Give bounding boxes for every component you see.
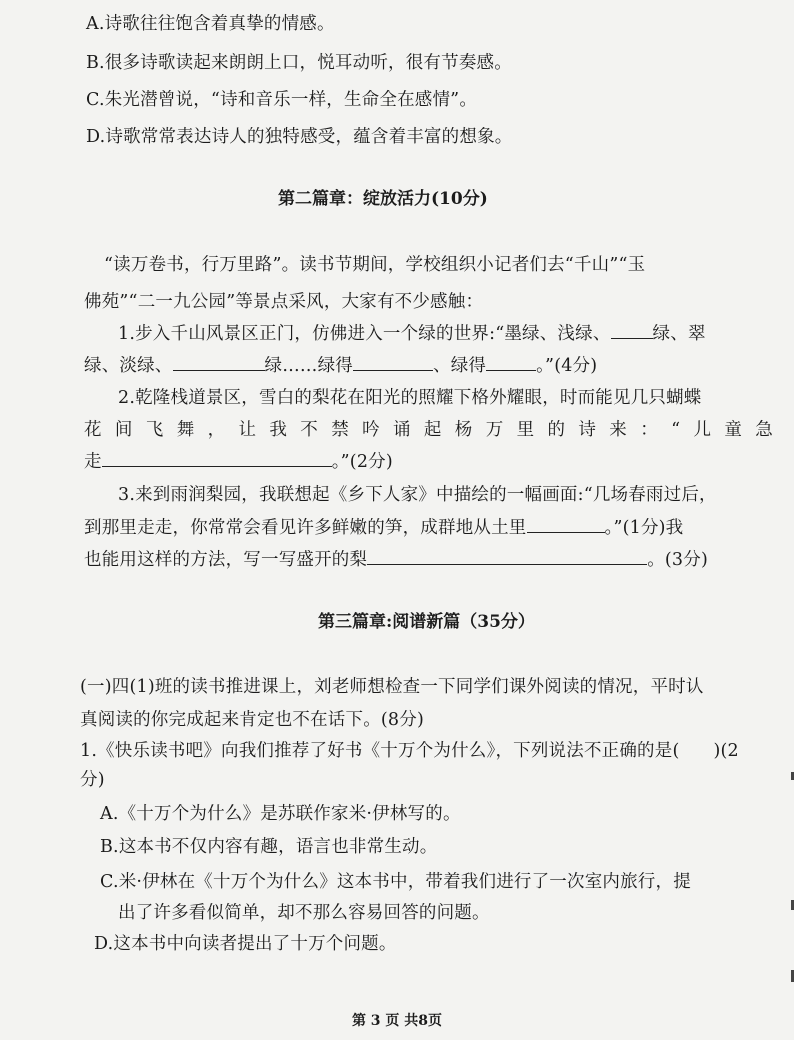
- q3-line2: [84, 514, 683, 539]
- chapter2-intro-line2: 佛苑”“二一九公园”等景点采风，大家有不少感触：: [84, 292, 484, 312]
- q3-line2-text-a: 到那里走走，你常常会看见许多鲜嫩的笋，成群地从土里: [84, 518, 527, 538]
- q1-line1-text-b: 绿、翠: [652, 324, 706, 344]
- prev-option-d: D.诗歌常常表达诗人的独特感受，蕴含着丰富的想象。: [86, 127, 513, 147]
- q2-line3-text-a: 走: [84, 452, 102, 472]
- q3-blank-1[interactable]: [527, 518, 605, 533]
- prev-option-b: B.很多诗歌读起来朗朗上口，悦耳动听，很有节奏感。: [86, 53, 512, 73]
- q1-line2-text-a: 绿、淡绿、: [84, 356, 173, 376]
- prev-option-c: C.朱光潜曾说，“诗和音乐一样，生命全在感情”。: [86, 90, 478, 110]
- c3-option-d: D.这本书中向读者提出了十万个问题。: [94, 934, 397, 954]
- c3-q1-line2: 分): [80, 770, 105, 790]
- part1-line1: (一)四(1)班的读书推进课上，刘老师想检查一下同学们课外阅读的情况，平时认: [80, 677, 704, 697]
- chapter2-title: 第二篇章：绽放活力(10分): [278, 189, 488, 209]
- c3-option-a: A.《十万个为什么》是苏联作家米·伊林写的。: [100, 804, 461, 824]
- q2-line3-text-b: 。”(2分): [331, 452, 393, 472]
- q2-line3: [84, 448, 393, 473]
- c3-option-c-line2: 出了许多看似简单，却不那么容易回答的问题。: [118, 903, 490, 923]
- c3-q1-text-b: )(2: [713, 741, 739, 761]
- q3-line1: 3.来到雨润梨园，我联想起《乡下人家》中描绘的一幅画面:“几场春雨过后，: [118, 485, 717, 505]
- q3-blank-2[interactable]: [367, 550, 647, 565]
- q3-line3-text-b: 。(3分): [647, 550, 708, 570]
- part1-line2: 真阅读的你完成起来肯定也不在话下。(8分): [80, 710, 424, 730]
- prev-option-a: A.诗歌往往饱含着真挚的情感。: [86, 14, 335, 34]
- q3-line3-text-a: 也能用这样的方法，写一写盛开的梨: [84, 550, 368, 570]
- q2-line1: 2.乾隆栈道景区，雪白的梨花在阳光的照耀下格外耀眼，时而能见几只蝴蝶: [118, 388, 702, 408]
- q2-line2: 花间飞舞，让我不禁吟诵起杨万里的诗来：“儿童急: [84, 420, 787, 440]
- q3-line3: [84, 546, 708, 571]
- q1-blank-4[interactable]: [486, 356, 536, 371]
- q2-blank[interactable]: [102, 452, 332, 467]
- chapter3-title: 第三篇章:阅谱新篇（35分）: [318, 612, 535, 632]
- q1-line2-text-d: 。”(4分): [536, 356, 598, 376]
- q1-line2-text-b: 绿……绿得: [264, 356, 353, 376]
- q1-blank-3[interactable]: [353, 356, 433, 371]
- c3-option-b: B.这本书不仅内容有趣，语言也非常生动。: [100, 837, 438, 857]
- q3-line2-text-b: 。”(1分)我: [604, 518, 684, 538]
- chapter2-intro-line1: “读万卷书，行万里路”。读书节期间，学校组织小记者们去“千山”“玉: [104, 255, 646, 275]
- q1-line1-text-a: 1.步入千山风景区正门，仿佛进入一个绿的世界:“墨绿、浅绿、: [118, 324, 611, 344]
- page-number: 第 3 页 共8页: [351, 1013, 443, 1029]
- q1-line2: [84, 352, 597, 377]
- q1-line2-text-c: 、绿得: [433, 356, 487, 376]
- q1-line1: [118, 320, 706, 345]
- c3-q1-line1: [80, 737, 739, 762]
- q1-blank-2[interactable]: [173, 356, 265, 371]
- c3-q1-text-a: 1.《快乐读书吧》向我们推荐了好书《十万个为什么》，下列说法不正确的是(: [80, 741, 680, 761]
- q1-blank-1[interactable]: [611, 324, 653, 339]
- c3-option-c-line1: C.米·伊林在《十万个为什么》这本书中，带着我们进行了一次室内旅行，提: [100, 872, 691, 892]
